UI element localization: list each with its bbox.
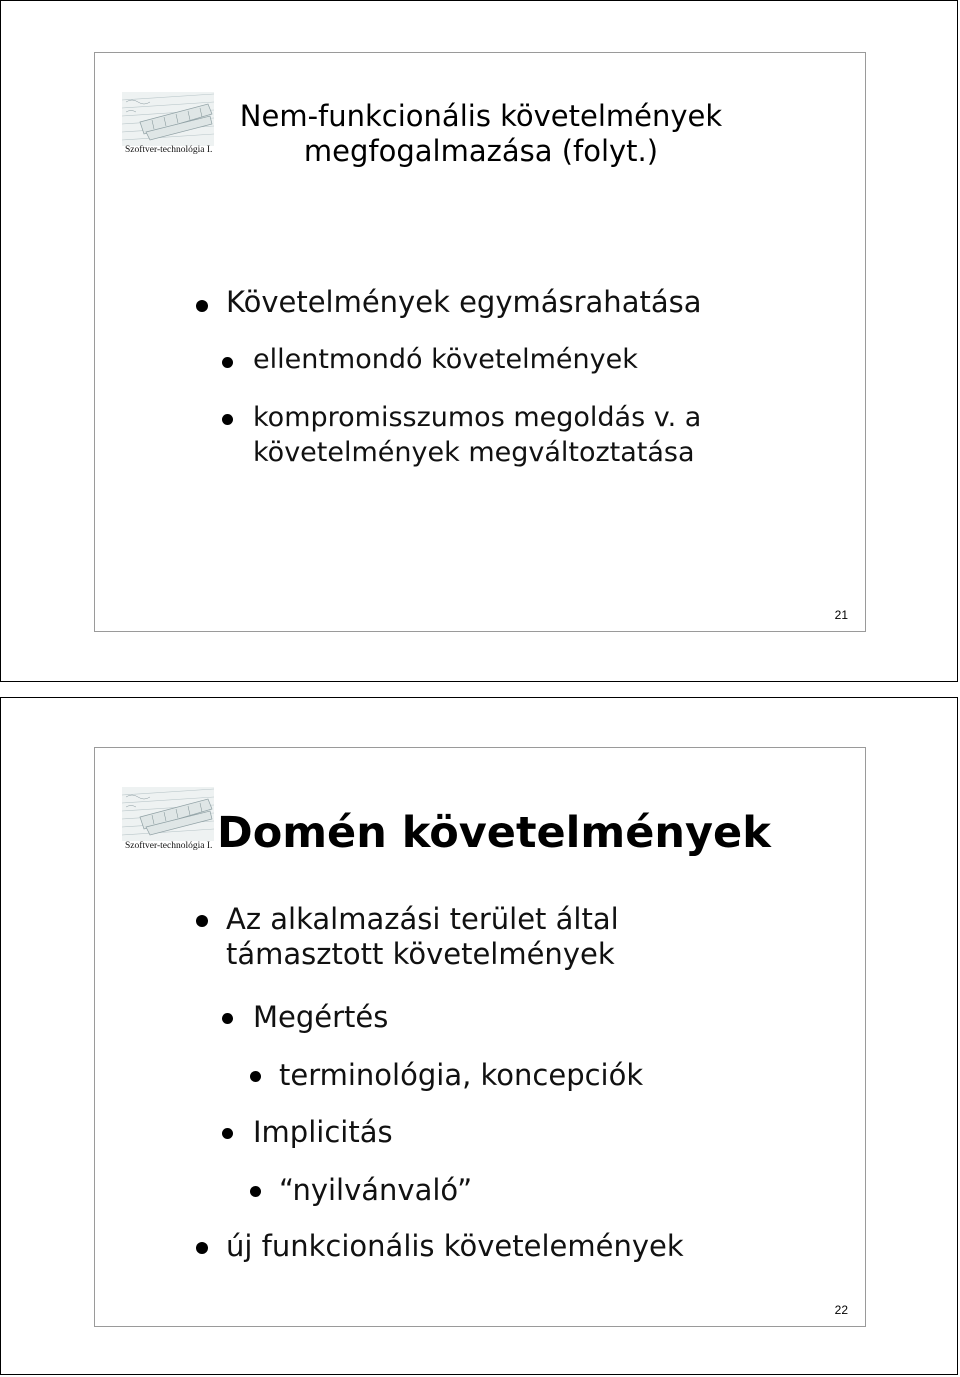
slide-title: Domén követelmények [217, 808, 771, 858]
bullet-level3-terminology: terminológia, koncepciók [279, 1058, 644, 1092]
slide-number: 21 [834, 608, 848, 622]
bullet-dot-icon [250, 1186, 261, 1197]
bullet-level3-obvious: “nyilvánvaló” [279, 1173, 473, 1207]
slide-title [207, 99, 755, 169]
bullet-dot-icon [250, 1071, 261, 1082]
bullet-dot-icon [222, 1128, 233, 1139]
bullet-dot-icon [196, 1242, 208, 1254]
bullet-line: követelmények megváltoztatása [253, 436, 695, 468]
course-label: Szoftver-technológia I. [125, 841, 213, 851]
bullet-line: Az alkalmazási terület által [226, 902, 619, 936]
slide-21 [94, 52, 866, 632]
course-label: Szoftver-technológia I. [125, 145, 213, 155]
bullet-level1-requirements-interaction: Követelmények egymásrahatása [226, 285, 702, 319]
slide-22 [94, 747, 866, 1327]
slide-title-line-2: megfogalmazása (folyt.) [303, 133, 659, 168]
bullet-dot-icon [196, 915, 208, 927]
bullet-dot-icon [222, 414, 233, 425]
bullet-dot-icon [196, 300, 208, 312]
bullet-dot-icon [222, 1013, 233, 1024]
bullet-level2-compromise [253, 401, 701, 470]
slide-title-line-1: Nem-funkcionális követelmények [239, 99, 723, 133]
bullet-level1-application-domain [226, 902, 619, 972]
bullet-line: támasztott követelmények [226, 936, 615, 971]
course-logo-image [122, 92, 214, 146]
bullet-level1-new-functional: új funkcionális követelemények [226, 1229, 684, 1263]
document-page-1 [0, 0, 958, 682]
document-page-2 [0, 697, 958, 1375]
bullet-dot-icon [222, 357, 233, 368]
bullet-level2-implicitness: Implicitás [253, 1115, 393, 1149]
bullet-level2-conflicting: ellentmondó követelmények [253, 344, 638, 375]
slide-number: 22 [834, 1303, 848, 1317]
course-logo-image [122, 787, 214, 841]
bullet-level2-understanding: Megértés [253, 1000, 389, 1034]
bullet-line: kompromisszumos megoldás v. a [253, 402, 702, 433]
